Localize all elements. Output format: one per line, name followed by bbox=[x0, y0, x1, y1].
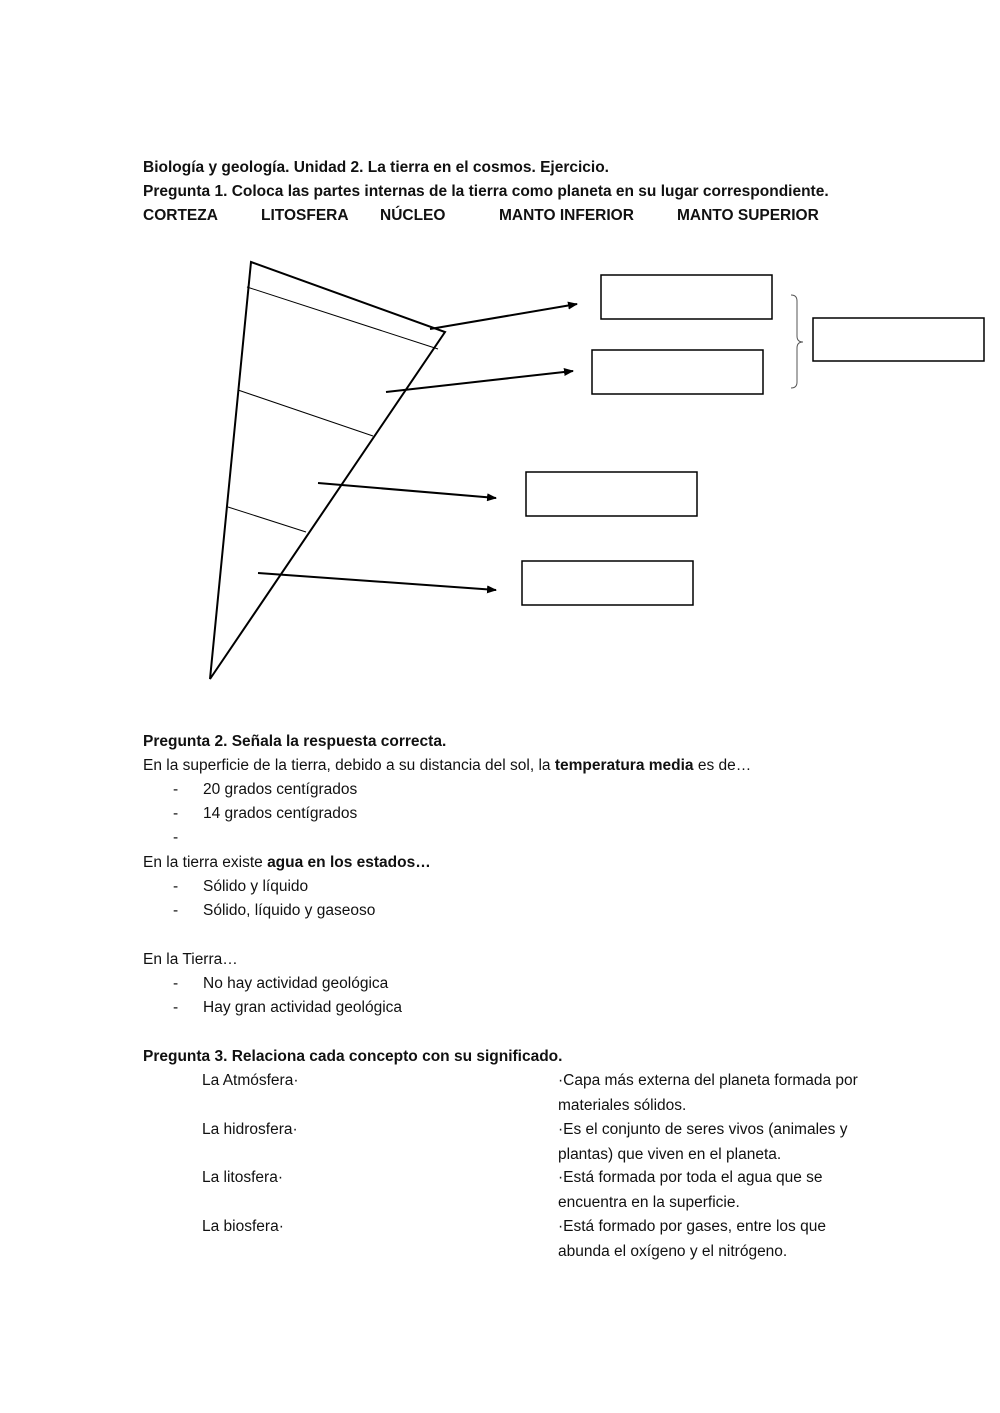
question-2-title: Pregunta 2. Señala la respuesta correcta. bbox=[143, 733, 447, 750]
question-3-title: Pregunta 3. Relaciona cada concepto con su significado. bbox=[143, 1048, 563, 1065]
document-title: Biología y geología. Unidad 2. La tierra en el cosmos. Ejercicio. bbox=[143, 159, 609, 176]
q2-s1-prefix: En la superficie de la tierra, debido a su distancia del sol, la bbox=[143, 757, 555, 774]
arrow bbox=[318, 483, 496, 498]
bullet-dash: - bbox=[173, 781, 179, 798]
bullet-dash: - bbox=[173, 902, 179, 919]
q2-s2-option-1[interactable]: Sólido y líquido bbox=[203, 878, 309, 895]
q2-s1-option-2[interactable]: 14 grados centígrados bbox=[203, 805, 358, 822]
q2-s1-bold: temperatura media bbox=[554, 757, 694, 774]
term-nucleo[interactable]: NÚCLEO bbox=[380, 207, 446, 224]
right-brace bbox=[791, 295, 803, 388]
q2-s2-prefix: En la tierra existe bbox=[143, 854, 268, 871]
answer-box-5[interactable] bbox=[813, 318, 984, 361]
bullet-dash: - bbox=[173, 975, 179, 992]
answer-box-2[interactable] bbox=[592, 350, 763, 394]
bullet-dash: - bbox=[173, 805, 179, 822]
q2-statement-2 bbox=[143, 851, 431, 875]
concept-biosfera[interactable]: La biosfera· bbox=[202, 1218, 284, 1235]
arrow bbox=[258, 573, 496, 590]
meaning-4[interactable]: ·Está formado por gases, entre los que abunda el oxígeno y el nitrógeno. bbox=[558, 1218, 826, 1260]
bullet-dash: - bbox=[173, 829, 179, 846]
q2-statement-1 bbox=[143, 754, 751, 778]
q2-s2-bold: agua en los estados… bbox=[267, 854, 431, 871]
concept-atmosfera[interactable]: La Atmósfera· bbox=[202, 1072, 299, 1089]
term-corteza[interactable]: CORTEZA bbox=[143, 207, 218, 224]
earth-wedge bbox=[210, 262, 445, 679]
q2-s3-option-2[interactable]: Hay gran actividad geológica bbox=[203, 999, 403, 1016]
layer-divider bbox=[238, 390, 373, 436]
term-litosfera[interactable]: LITOSFERA bbox=[261, 207, 349, 224]
meaning-1[interactable]: ·Capa más externa del planeta formada por materiales sólidos. bbox=[558, 1072, 858, 1114]
concept-hidrosfera[interactable]: La hidrosfera· bbox=[202, 1121, 298, 1138]
q2-s1-option-1[interactable]: 20 grados centígrados bbox=[203, 781, 358, 798]
answer-box-1[interactable] bbox=[601, 275, 772, 319]
term-manto-superior[interactable]: MANTO SUPERIOR bbox=[677, 207, 819, 224]
arrow bbox=[430, 304, 577, 329]
layer-divider bbox=[247, 287, 438, 349]
concept-litosfera[interactable]: La litosfera· bbox=[202, 1169, 283, 1186]
q2-s3-option-1[interactable]: No hay actividad geológica bbox=[203, 975, 389, 992]
meaning-3[interactable]: ·Está formada por toda el agua que se encuentra en la superficie. bbox=[558, 1169, 823, 1211]
bullet-dash: - bbox=[173, 878, 179, 895]
term-manto-inferior[interactable]: MANTO INFERIOR bbox=[499, 207, 634, 224]
q2-s1-suffix: es de… bbox=[693, 757, 752, 774]
q2-s2-option-2[interactable]: Sólido, líquido y gaseoso bbox=[203, 902, 376, 919]
answer-box-4[interactable] bbox=[522, 561, 693, 605]
q2-statement-3: En la Tierra… bbox=[143, 951, 238, 968]
meaning-2[interactable]: ·Es el conjunto de seres vivos (animales y plantas) que viven en el planeta. bbox=[558, 1121, 848, 1163]
layer-divider bbox=[228, 507, 306, 532]
question-1-prompt: Pregunta 1. Coloca las partes internas de la tierra como planeta en su lugar correspondiente. bbox=[143, 183, 829, 200]
answer-box-3[interactable] bbox=[526, 472, 697, 516]
arrow bbox=[386, 371, 573, 392]
bullet-dash: - bbox=[173, 999, 179, 1016]
